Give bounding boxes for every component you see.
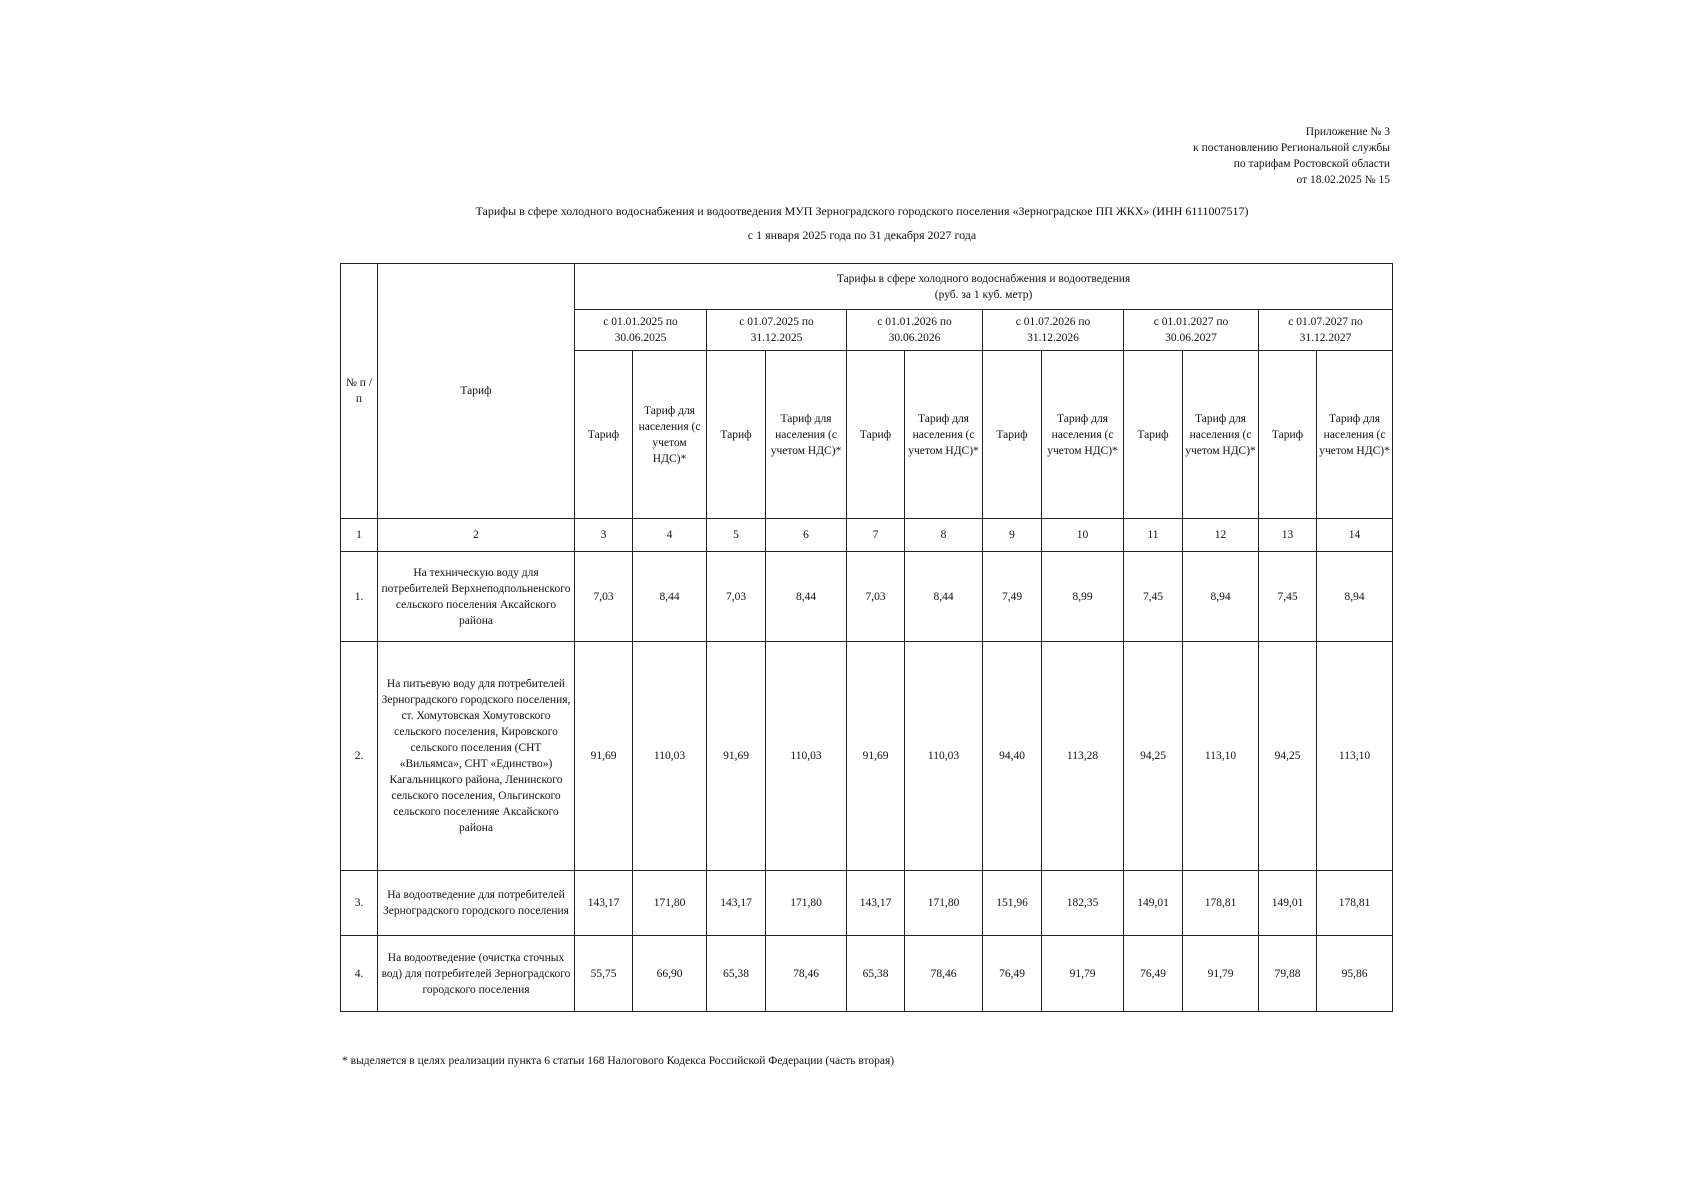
population-tariff-value: 113,28	[1042, 642, 1124, 871]
population-tariff-value: 171,80	[766, 871, 847, 936]
appendix-authority: по тарифам Ростовской области	[1233, 158, 1390, 170]
column-number-cell: 1	[341, 519, 378, 552]
footnote: * выделяется в целях реализации пункта 6 статьи 168 Налогового Кодекса Российской Федерации (часть вторая)	[342, 1055, 895, 1067]
tariff-value: 91,69	[575, 642, 633, 871]
population-tariff-value: 178,81	[1183, 871, 1259, 936]
period-start: с 01.01.2026 по	[877, 316, 952, 328]
subheader-population-tariff: Тариф для населения (с учетом НДС)*	[766, 351, 847, 519]
subheader-tariff: Тариф	[575, 351, 633, 519]
population-tariff-value: 8,44	[633, 552, 707, 642]
period-end: 30.06.2025	[614, 332, 667, 344]
period-end: 30.06.2027	[1165, 332, 1217, 344]
period-header	[707, 310, 847, 351]
row-tariff-name: На водоотведение для потребителей Зерноградского городского поселения	[378, 871, 575, 936]
population-tariff-value: 8,44	[766, 552, 847, 642]
column-header-number: № п /п	[341, 264, 378, 519]
appendix-number: Приложение № 3	[1305, 126, 1390, 138]
column-number-cell: 12	[1183, 519, 1259, 552]
population-tariff-value: 171,80	[905, 871, 983, 936]
subheader-tariff: Тариф	[707, 351, 766, 519]
tariff-value: 149,01	[1259, 871, 1317, 936]
tariff-value: 91,69	[847, 642, 905, 871]
subheader-tariff: Тариф	[847, 351, 905, 519]
column-number-cell: 10	[1042, 519, 1124, 552]
subheader-tariff: Тариф	[1124, 351, 1183, 519]
group-header-unit: (руб. за 1 куб. метр)	[934, 288, 1033, 301]
row-number: 1.	[341, 552, 378, 642]
population-tariff-value: 171,80	[633, 871, 707, 936]
population-tariff-value: 110,03	[633, 642, 707, 871]
population-tariff-value: 91,79	[1042, 936, 1124, 1012]
tariff-value: 143,17	[575, 871, 633, 936]
tariff-value: 91,69	[707, 642, 766, 871]
tariff-value: 79,88	[1259, 936, 1317, 1012]
tariff-value: 94,40	[983, 642, 1042, 871]
row-tariff-name: На питьевую воду для потребителей Зерноградского городского поселения, ст. Хомутовская Хомутовского сельского поселения, Кировского сельского поселения (СНТ «Вильямса», СНТ «Единство») Кагальницкого района, Ленинского сельского поселения, Ольгинского сельского поселенияе Аксайского района	[378, 642, 575, 871]
table-row	[341, 642, 1393, 871]
period-start: с 01.07.2026 по	[1015, 316, 1091, 328]
row-number: 4.	[341, 936, 378, 1012]
period-header	[575, 310, 707, 351]
tariff-value: 94,25	[1124, 642, 1183, 871]
tariff-value: 7,03	[847, 552, 905, 642]
population-tariff-value: 182,35	[1042, 871, 1124, 936]
tariff-value: 7,45	[1259, 552, 1317, 642]
period-end: 30.06.2026	[888, 332, 941, 344]
period-start: с 01.01.2027 по	[1153, 316, 1229, 328]
tariff-value: 55,75	[575, 936, 633, 1012]
column-number-cell: 13	[1259, 519, 1317, 552]
population-tariff-value: 78,46	[766, 936, 847, 1012]
subheader-population-tariff: Тариф для населения (с учетом НДС)*	[1317, 351, 1393, 519]
row-number: 3.	[341, 871, 378, 936]
column-number-cell: 8	[905, 519, 983, 552]
period-end: 31.12.2026	[1027, 332, 1079, 344]
table-body	[341, 519, 1393, 1012]
column-number-row	[341, 519, 1393, 552]
column-number-cell: 11	[1124, 519, 1183, 552]
appendix-resolution: к постановлению Региональной службы	[1193, 142, 1390, 154]
tariff-value: 7,03	[575, 552, 633, 642]
column-number-cell: 5	[707, 519, 766, 552]
subheader-population-tariff: Тариф для населения (с учетом НДС)*	[905, 351, 983, 519]
tariff-value: 76,49	[1124, 936, 1183, 1012]
appendix-date: от 18.02.2025 № 15	[1296, 174, 1390, 186]
document-title: Тарифы в сфере холодного водоснабжения и водоотведения МУП Зерноградского городского поселения «Зерноградское ПП ЖКХ» (ИНН 6111007517)	[475, 204, 1249, 218]
subheader-tariff: Тариф	[1259, 351, 1317, 519]
tariff-value: 149,01	[1124, 871, 1183, 936]
period-end: 31.12.2025	[750, 332, 803, 344]
row-tariff-name: На техническую воду для потребителей Верхнеподпольненского сельского поселения Аксайского района	[378, 552, 575, 642]
tariff-value: 143,17	[707, 871, 766, 936]
period-header	[1124, 310, 1259, 351]
subheader-population-tariff: Тариф для населения (с учетом НДС)*	[1183, 351, 1259, 519]
population-tariff-value: 66,90	[633, 936, 707, 1012]
tariff-value: 65,38	[847, 936, 905, 1012]
tariff-value: 151,96	[983, 871, 1042, 936]
subheader-tariff: Тариф	[983, 351, 1042, 519]
period-header	[1259, 310, 1393, 351]
column-number-cell: 6	[766, 519, 847, 552]
column-number-cell: 4	[633, 519, 707, 552]
column-number-cell: 2	[378, 519, 575, 552]
column-number-cell: 14	[1317, 519, 1393, 552]
table-row	[341, 871, 1393, 936]
tariff-value: 7,45	[1124, 552, 1183, 642]
population-tariff-value: 91,79	[1183, 936, 1259, 1012]
column-group-header	[575, 264, 1393, 310]
period-start: с 01.07.2027 по	[1288, 316, 1363, 328]
group-header-title: Тарифы в сфере холодного водоснабжения и водоотведения	[836, 272, 1131, 285]
tariff-value: 65,38	[707, 936, 766, 1012]
period-header	[847, 310, 983, 351]
population-tariff-value: 8,44	[905, 552, 983, 642]
period-start: с 01.07.2025 по	[739, 316, 814, 328]
population-tariff-value: 110,03	[905, 642, 983, 871]
population-tariff-value: 8,94	[1183, 552, 1259, 642]
subheader-population-tariff: Тариф для населения (с учетом НДС)*	[633, 351, 707, 519]
population-tariff-value: 78,46	[905, 936, 983, 1012]
population-tariff-value: 178,81	[1317, 871, 1393, 936]
table-row	[341, 936, 1393, 1012]
row-tariff-name: На водоотведение (очистка сточных вод) для потребителей Зерноградского городского поселения	[378, 936, 575, 1012]
table-row	[341, 552, 1393, 642]
tariff-value: 94,25	[1259, 642, 1317, 871]
subheader-population-tariff: Тариф для населения (с учетом НДС)*	[1042, 351, 1124, 519]
population-tariff-value: 113,10	[1317, 642, 1393, 871]
population-tariff-value: 113,10	[1183, 642, 1259, 871]
period-end: 31.12.2027	[1299, 332, 1352, 344]
tariff-value: 76,49	[983, 936, 1042, 1012]
column-number-cell: 3	[575, 519, 633, 552]
document-period: с 1 января 2025 года по 31 декабря 2027 года	[747, 228, 977, 242]
tariff-value: 7,49	[983, 552, 1042, 642]
column-number-cell: 9	[983, 519, 1042, 552]
row-number: 2.	[341, 642, 378, 871]
period-header	[983, 310, 1124, 351]
appendix-header	[1193, 124, 1390, 188]
tariff-value: 143,17	[847, 871, 905, 936]
population-tariff-value: 8,99	[1042, 552, 1124, 642]
period-start: с 01.01.2025 по	[603, 316, 678, 328]
tariff-table	[340, 263, 1393, 1012]
population-tariff-value: 8,94	[1317, 552, 1393, 642]
column-number-cell: 7	[847, 519, 905, 552]
column-header-tariff: Тариф	[378, 264, 575, 519]
population-tariff-value: 95,86	[1317, 936, 1393, 1012]
tariff-value: 7,03	[707, 552, 766, 642]
population-tariff-value: 110,03	[766, 642, 847, 871]
